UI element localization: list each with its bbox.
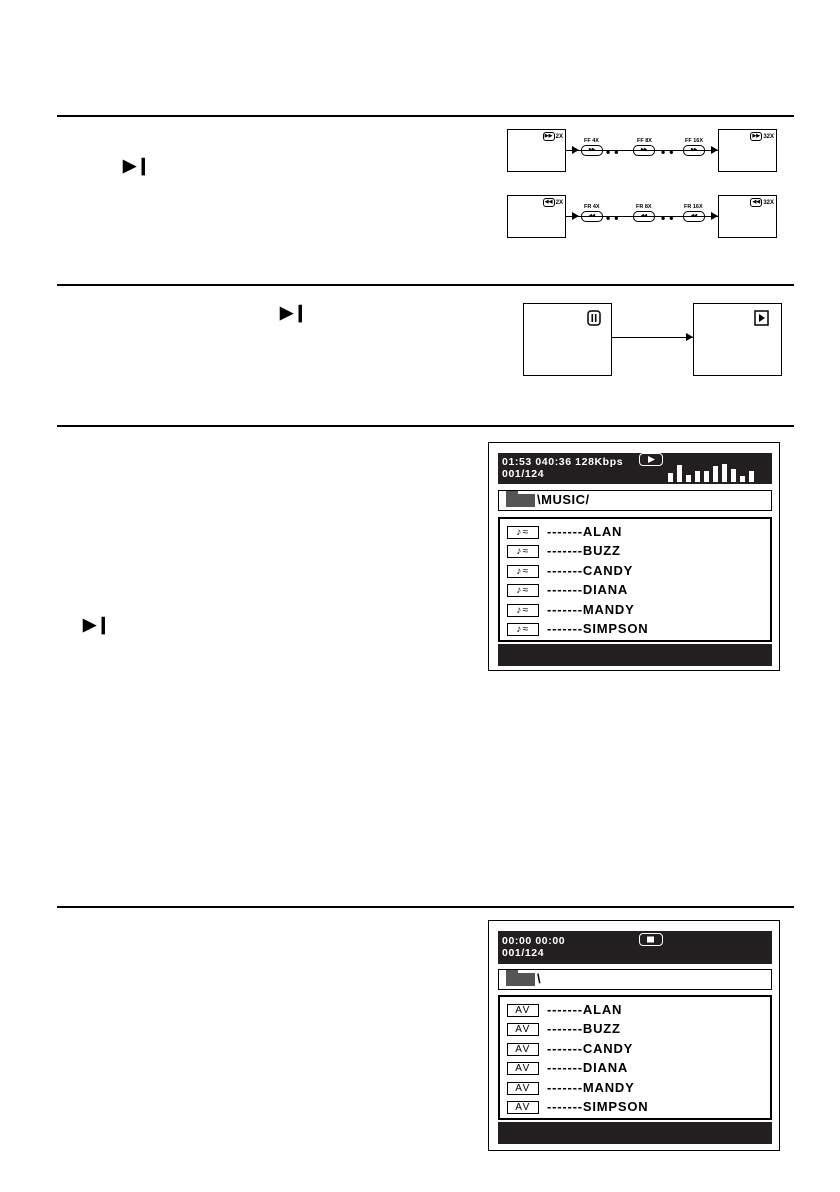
current-path: \ bbox=[537, 971, 542, 986]
ff-start-screen bbox=[507, 129, 566, 172]
fr-end-screen bbox=[718, 195, 777, 238]
fr-step-label: FR 8X bbox=[636, 204, 652, 210]
paused-screen bbox=[523, 303, 612, 376]
equalizer-bar bbox=[677, 465, 682, 482]
equalizer-display bbox=[668, 453, 758, 484]
equalizer-bar bbox=[713, 466, 718, 482]
list-item[interactable]: AV -------BUZZ bbox=[507, 1020, 767, 1038]
av-file-icon: AV bbox=[507, 1023, 539, 1036]
fr-start-screen bbox=[507, 195, 566, 238]
fast-reverse-icon: ◂◂ bbox=[633, 211, 655, 222]
list-item[interactable]: AV -------DIANA bbox=[507, 1059, 767, 1077]
path-bar bbox=[498, 490, 772, 511]
av-file-icon: AV bbox=[507, 1101, 539, 1114]
list-item[interactable]: ♪≈ -------ALAN bbox=[507, 523, 767, 541]
fast-forward-icon: ▸▸ bbox=[633, 145, 655, 156]
equalizer-bar bbox=[686, 475, 691, 482]
av-file-icon: AV bbox=[507, 1004, 539, 1017]
list-item[interactable]: ♪≈ -------SIMPSON bbox=[507, 620, 767, 638]
fast-forward-icon: ▶▶ bbox=[750, 132, 762, 141]
section-divider-1 bbox=[57, 115, 794, 117]
list-item[interactable]: ♪≈ -------DIANA bbox=[507, 581, 767, 599]
play-pause-icon: ▶❙ bbox=[123, 156, 151, 175]
music-file-icon: ♪≈ bbox=[507, 604, 539, 617]
list-item[interactable]: AV -------SIMPSON bbox=[507, 1098, 767, 1116]
equalizer-bar bbox=[749, 471, 754, 482]
ff-step-label: FF 8X bbox=[637, 138, 652, 144]
ff-step-label: FF 4X bbox=[584, 138, 599, 144]
play-state-icon bbox=[639, 453, 663, 466]
list-item[interactable]: AV -------CANDY bbox=[507, 1040, 767, 1058]
list-item[interactable]: ♪≈ -------CANDY bbox=[507, 562, 767, 580]
av-file-icon: AV bbox=[507, 1043, 539, 1056]
ff-step-label: FF 16X bbox=[685, 138, 704, 144]
equalizer-bar bbox=[722, 464, 727, 482]
status-bar bbox=[498, 453, 772, 484]
equalizer-bar bbox=[695, 471, 700, 482]
ff-end-screen bbox=[718, 129, 777, 172]
music-file-icon: ♪≈ bbox=[507, 526, 539, 539]
bottom-bar bbox=[498, 644, 772, 666]
fast-forward-icon: ▶▶ bbox=[543, 132, 555, 141]
fast-reverse-icon: ◀◀ bbox=[750, 198, 762, 207]
music-browser-screen bbox=[488, 442, 780, 671]
section-divider-2 bbox=[57, 284, 794, 286]
file-list bbox=[498, 995, 772, 1120]
av-file-icon: AV bbox=[507, 1082, 539, 1095]
play-icon bbox=[754, 310, 769, 326]
folder-icon bbox=[506, 973, 535, 986]
fr-step-label: FR 16X bbox=[684, 204, 703, 210]
fast-reverse-icon: ◂◂ bbox=[683, 211, 705, 222]
ff-end-speed: 32X bbox=[763, 133, 774, 140]
equalizer-bar bbox=[668, 473, 673, 482]
track-counter: 001/124 bbox=[502, 468, 545, 480]
equalizer-bar bbox=[731, 469, 736, 482]
playback-time: 00:00 00:00 bbox=[502, 935, 566, 947]
current-path: \MUSIC/ bbox=[537, 492, 590, 507]
music-file-icon: ♪≈ bbox=[507, 623, 539, 636]
playback-time: 01:53 040:36 128Kbps bbox=[502, 456, 624, 468]
section-divider-3 bbox=[57, 425, 794, 427]
list-item[interactable]: AV -------ALAN bbox=[507, 1001, 767, 1019]
status-bar bbox=[498, 931, 772, 964]
stop-state-icon bbox=[639, 933, 663, 946]
video-browser-screen bbox=[488, 920, 780, 1151]
fast-reverse-icon: ◂◂ bbox=[581, 211, 603, 222]
pause-icon bbox=[587, 310, 601, 326]
path-bar bbox=[498, 969, 772, 990]
file-list bbox=[498, 517, 772, 642]
bottom-bar bbox=[498, 1122, 772, 1144]
music-file-icon: ♪≈ bbox=[507, 584, 539, 597]
fast-forward-icon: ▸▸ bbox=[683, 145, 705, 156]
play-pause-icon: ▶❙ bbox=[280, 303, 308, 322]
folder-icon bbox=[506, 494, 535, 507]
play-pause-icon: ▶❙ bbox=[83, 615, 111, 634]
fr-end-speed: 32X bbox=[763, 199, 774, 206]
av-file-icon: AV bbox=[507, 1062, 539, 1075]
section-divider-4 bbox=[57, 906, 794, 908]
playing-screen bbox=[693, 303, 782, 376]
track-counter: 001/124 bbox=[502, 947, 545, 959]
equalizer-bar bbox=[740, 476, 745, 482]
fast-reverse-icon: ◀◀ bbox=[543, 198, 555, 207]
ff-start-speed: 2X bbox=[555, 133, 563, 140]
list-item[interactable]: ♪≈ -------MANDY bbox=[507, 601, 767, 619]
fr-start-speed: 2X bbox=[555, 199, 563, 206]
equalizer-bar bbox=[704, 471, 709, 482]
list-item[interactable]: AV -------MANDY bbox=[507, 1079, 767, 1097]
music-file-icon: ♪≈ bbox=[507, 545, 539, 558]
list-item[interactable]: ♪≈ -------BUZZ bbox=[507, 542, 767, 560]
fast-forward-icon: ▸▸ bbox=[581, 145, 603, 156]
fr-step-label: FR 4X bbox=[584, 204, 600, 210]
music-file-icon: ♪≈ bbox=[507, 565, 539, 578]
